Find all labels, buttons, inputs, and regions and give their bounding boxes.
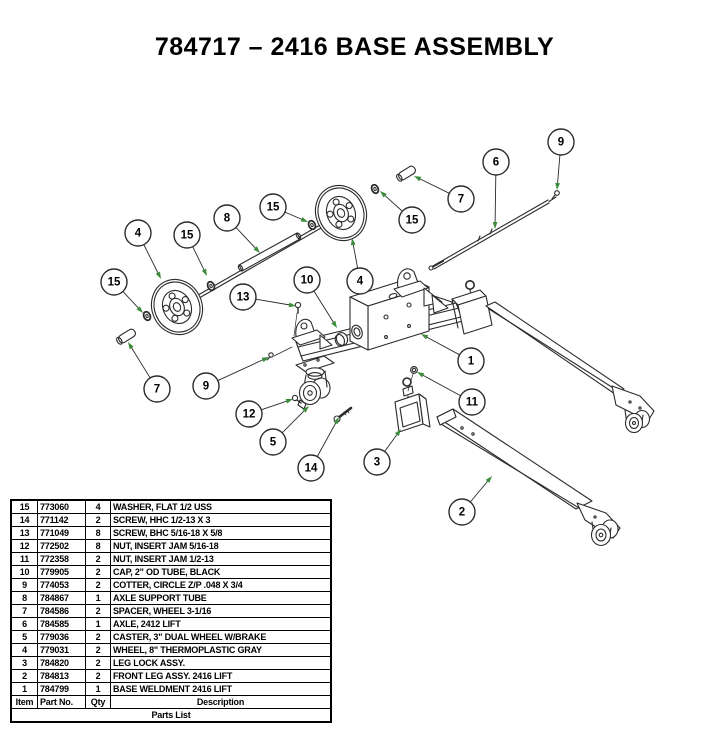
callout-balloon-1	[421, 334, 484, 374]
parts-cell-part_no: 784813	[38, 670, 86, 683]
svg-text:10: 10	[300, 274, 314, 287]
callout-balloon-3	[364, 429, 401, 475]
parts-cell-qty: 2	[86, 670, 111, 683]
diagram-line-art	[115, 165, 654, 546]
parts-cell-qty: 2	[86, 644, 111, 657]
parts-list-table	[10, 499, 332, 723]
callout-balloon-4	[347, 238, 373, 294]
svg-text:9: 9	[202, 380, 210, 393]
svg-text:2: 2	[458, 506, 466, 519]
svg-text:3: 3	[373, 456, 381, 469]
svg-text:15: 15	[107, 276, 121, 289]
svg-text:4: 4	[356, 275, 364, 288]
svg-text:7: 7	[153, 383, 161, 396]
parts-cell-part_no: 772358	[38, 553, 86, 566]
parts-cell-qty: 2	[86, 553, 111, 566]
parts-cell-item: 10	[11, 566, 38, 579]
callout-balloon-15	[260, 194, 308, 222]
svg-text:7: 7	[457, 193, 465, 206]
parts-header-item: Item	[11, 696, 38, 709]
callout-balloon-13	[230, 284, 296, 310]
svg-text:5: 5	[269, 436, 277, 449]
parts-cell-qty: 2	[86, 657, 111, 670]
callout-balloon-9	[193, 357, 269, 399]
parts-cell-part_no: 779905	[38, 566, 86, 579]
parts-table-row	[11, 566, 331, 579]
parts-cell-part_no: 784586	[38, 605, 86, 618]
parts-cell-description: AXLE, 2412 LIFT	[111, 618, 332, 631]
parts-table-row	[11, 670, 331, 683]
parts-cell-item: 2	[11, 670, 38, 683]
parts-table-row	[11, 527, 331, 540]
parts-cell-item: 9	[11, 579, 38, 592]
parts-cell-item: 8	[11, 592, 38, 605]
svg-text:13: 13	[236, 291, 250, 304]
parts-table-header-row	[11, 696, 331, 709]
parts-cell-qty: 2	[86, 631, 111, 644]
svg-text:9: 9	[557, 136, 565, 149]
parts-cell-qty: 1	[86, 683, 111, 696]
parts-cell-qty: 1	[86, 592, 111, 605]
parts-cell-qty: 2	[86, 579, 111, 592]
base-weldment	[292, 261, 492, 361]
callout-balloon-7	[128, 342, 170, 402]
parts-table-footer-row	[11, 709, 331, 723]
parts-cell-qty: 1	[86, 618, 111, 631]
parts-cell-part_no: 772502	[38, 540, 86, 553]
parts-cell-item: 14	[11, 514, 38, 527]
svg-text:11: 11	[465, 396, 479, 409]
parts-cell-description: WHEEL, 8" THERMOPLASTIC GRAY	[111, 644, 332, 657]
parts-header-part: Part No.	[38, 696, 86, 709]
parts-cell-description: BASE WELDMENT 2416 LIFT	[111, 683, 332, 696]
callout-balloon-2	[449, 476, 492, 525]
upper-leg	[486, 302, 654, 433]
leg-lock-assembly	[395, 378, 430, 432]
caster-dual-wheel	[296, 356, 334, 409]
parts-cell-description: CASTER, 3" DUAL WHEEL W/BRAKE	[111, 631, 332, 644]
callout-balloon-6	[483, 149, 509, 229]
page-title: 784717 – 2416 BASE ASSEMBLY	[154, 33, 555, 61]
parts-cell-item: 15	[11, 500, 38, 514]
svg-text:14: 14	[304, 462, 318, 475]
parts-cell-description: COTTER, CIRCLE Z/P .048 X 3/4	[111, 579, 332, 592]
parts-cell-qty: 2	[86, 514, 111, 527]
parts-cell-qty: 2	[86, 605, 111, 618]
parts-cell-part_no: 779036	[38, 631, 86, 644]
parts-cell-description: CAP, 2" OD TUBE, BLACK	[111, 566, 332, 579]
parts-cell-item: 6	[11, 618, 38, 631]
parts-cell-description: AXLE SUPPORT TUBE	[111, 592, 332, 605]
parts-cell-description: WASHER, FLAT 1/2 USS	[111, 500, 332, 514]
parts-table-row	[11, 631, 331, 644]
wheel-spacer-right	[395, 165, 416, 182]
parts-cell-item: 1	[11, 683, 38, 696]
wheel-right	[307, 177, 375, 248]
parts-table-row	[11, 683, 331, 696]
svg-text:8: 8	[223, 212, 231, 225]
parts-cell-part_no: 779031	[38, 644, 86, 657]
callout-balloon-15	[174, 222, 207, 276]
callout-balloon-14	[298, 417, 339, 481]
callout-balloon-4	[125, 220, 161, 279]
parts-table-row	[11, 579, 331, 592]
parts-cell-qty: 8	[86, 540, 111, 553]
parts-cell-item: 13	[11, 527, 38, 540]
parts-cell-item: 4	[11, 644, 38, 657]
parts-cell-description: SCREW, HHC 1/2-13 X 3	[111, 514, 332, 527]
svg-text:15: 15	[266, 201, 280, 214]
callout-balloon-12	[236, 399, 293, 427]
callout-balloon-15	[101, 269, 143, 313]
callout-balloon-8	[214, 205, 260, 253]
parts-cell-item: 12	[11, 540, 38, 553]
callout-balloon-9	[548, 129, 574, 190]
parts-cell-item: 11	[11, 553, 38, 566]
callout-balloon-10	[294, 267, 337, 328]
parts-table-row	[11, 618, 331, 631]
parts-cell-part_no: 774053	[38, 579, 86, 592]
parts-cell-description: FRONT LEG ASSY. 2416 LIFT	[111, 670, 332, 683]
parts-table-row	[11, 553, 331, 566]
parts-cell-part_no: 784585	[38, 618, 86, 631]
svg-text:12: 12	[242, 408, 256, 421]
parts-cell-description: SPACER, WHEEL 3-1/16	[111, 605, 332, 618]
svg-text:4: 4	[134, 227, 142, 240]
parts-cell-description: NUT, INSERT JAM 5/16-18	[111, 540, 332, 553]
parts-cell-part_no: 784867	[38, 592, 86, 605]
parts-cell-description: LEG LOCK ASSY.	[111, 657, 332, 670]
parts-cell-part_no: 773060	[38, 500, 86, 514]
callout-balloon-5	[260, 406, 309, 455]
svg-text:15: 15	[405, 214, 419, 227]
parts-cell-description: NUT, INSERT JAM 1/2-13	[111, 553, 332, 566]
parts-cell-qty: 4	[86, 500, 111, 514]
callout-balloon-7	[414, 176, 474, 212]
callout-balloon-15	[380, 191, 425, 233]
parts-cell-item: 5	[11, 631, 38, 644]
parts-cell-qty: 8	[86, 527, 111, 540]
parts-cell-qty: 2	[86, 566, 111, 579]
parts-cell-part_no: 784820	[38, 657, 86, 670]
parts-table-row	[11, 592, 331, 605]
parts-table-row	[11, 514, 331, 527]
wheel-left	[143, 271, 211, 342]
circle-cotter-left	[267, 347, 292, 360]
parts-cell-part_no: 771142	[38, 514, 86, 527]
parts-header-desc: Description	[111, 696, 332, 709]
parts-cell-item: 7	[11, 605, 38, 618]
wheel-spacer-left	[115, 328, 136, 345]
parts-table-row	[11, 657, 331, 670]
parts-table-row	[11, 540, 331, 553]
svg-text:15: 15	[180, 229, 194, 242]
svg-text:6: 6	[492, 156, 500, 169]
parts-list-caption: Parts List	[11, 709, 331, 723]
parts-cell-item: 3	[11, 657, 38, 670]
parts-cell-description: SCREW, BHC 5/16-18 X 5/8	[111, 527, 332, 540]
parts-table-row	[11, 500, 331, 514]
parts-header-qty: Qty	[86, 696, 111, 709]
parts-cell-part_no: 771049	[38, 527, 86, 540]
parts-table-row	[11, 644, 331, 657]
parts-table-row	[11, 605, 331, 618]
parts-list-body	[11, 500, 331, 722]
parts-cell-part_no: 784799	[38, 683, 86, 696]
svg-text:1: 1	[467, 355, 475, 368]
